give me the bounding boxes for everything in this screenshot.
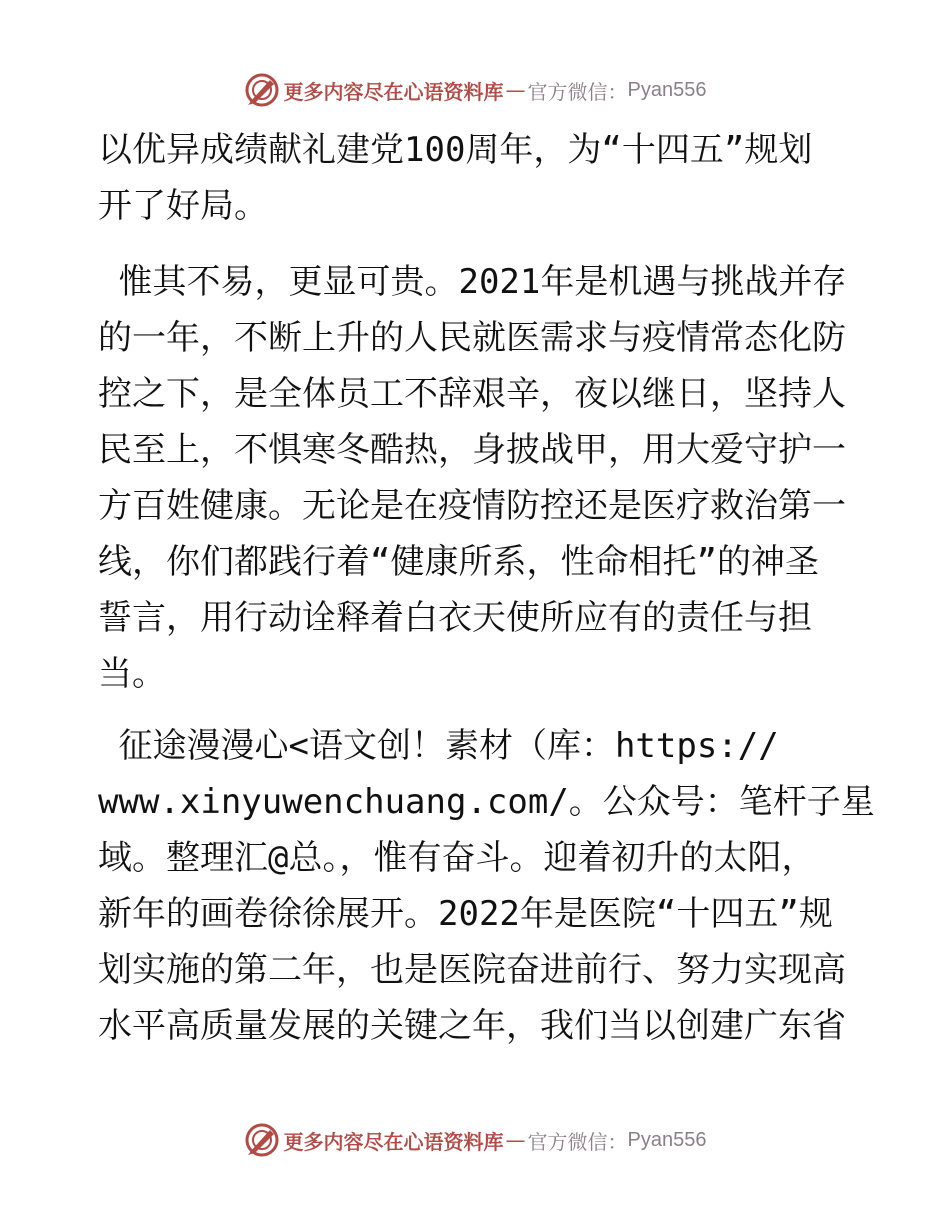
pen-logo-icon	[244, 72, 280, 108]
text-line: 民至上，不惧寒冬酷热，身披战甲，用大爱守护一	[98, 430, 846, 470]
header-banner	[0, 70, 950, 110]
paragraph	[98, 718, 875, 1054]
text-line: 的一年，不断上升的人民就医需求与疫情常态化防	[98, 318, 846, 358]
header-dash: —	[505, 78, 526, 102]
header-sub-text: 官方微信：	[527, 79, 628, 104]
body-text	[98, 122, 875, 1054]
text-line: 水平高质量发展的关键之年，我们当以创建广东省	[98, 1006, 846, 1046]
header-wechat-id: Pyan556	[627, 78, 707, 101]
text-line: 当。	[98, 654, 166, 694]
footer-wechat-id: Pyan556	[627, 1128, 707, 1151]
text-line: 线，你们都践行着“健康所系，性命相托”的神圣	[98, 542, 819, 582]
text-line: 开了好局。	[98, 186, 268, 226]
footer-brand-text: 更多内容尽在心语资料库	[283, 1129, 504, 1154]
text-line: 划实施的第二年，也是医院奋进前行、努力实现高	[98, 950, 846, 990]
text-line: 方百姓健康。无论是在疫情防控还是医疗救治第一	[98, 486, 846, 526]
text-line: 控之下，是全体员工不辞艰辛，夜以继日，坚持人	[98, 374, 846, 414]
paragraph	[98, 254, 858, 702]
footer-sub-text: 官方微信：	[527, 1129, 628, 1154]
text-line: www.xinyuwenchuang.com/。公众号：笔杆子星	[98, 782, 875, 822]
text-line: 以优异成绩献礼建党100周年，为“十四五”规划	[98, 130, 813, 170]
header-brand-text: 更多内容尽在心语资料库	[283, 79, 504, 104]
text-line: 惟其不易，更显可贵。2021年是机遇与挑战并存	[98, 262, 847, 302]
footer-dash: —	[505, 1128, 526, 1152]
text-line: 誓言，用行动诠释着白衣天使所应有的责任与担	[98, 598, 812, 638]
text-line: 域。整理汇@总。，惟有奋斗。迎着初升的太阳，	[98, 838, 816, 878]
text-line: 新年的画卷徐徐展开。2022年是医院“十四五”规	[98, 894, 833, 934]
footer-banner	[0, 1120, 950, 1160]
paragraph	[98, 122, 858, 234]
text-line: 征途漫漫心<语文创！素材（库：https://	[98, 726, 779, 766]
pen-logo-icon	[244, 1122, 280, 1158]
